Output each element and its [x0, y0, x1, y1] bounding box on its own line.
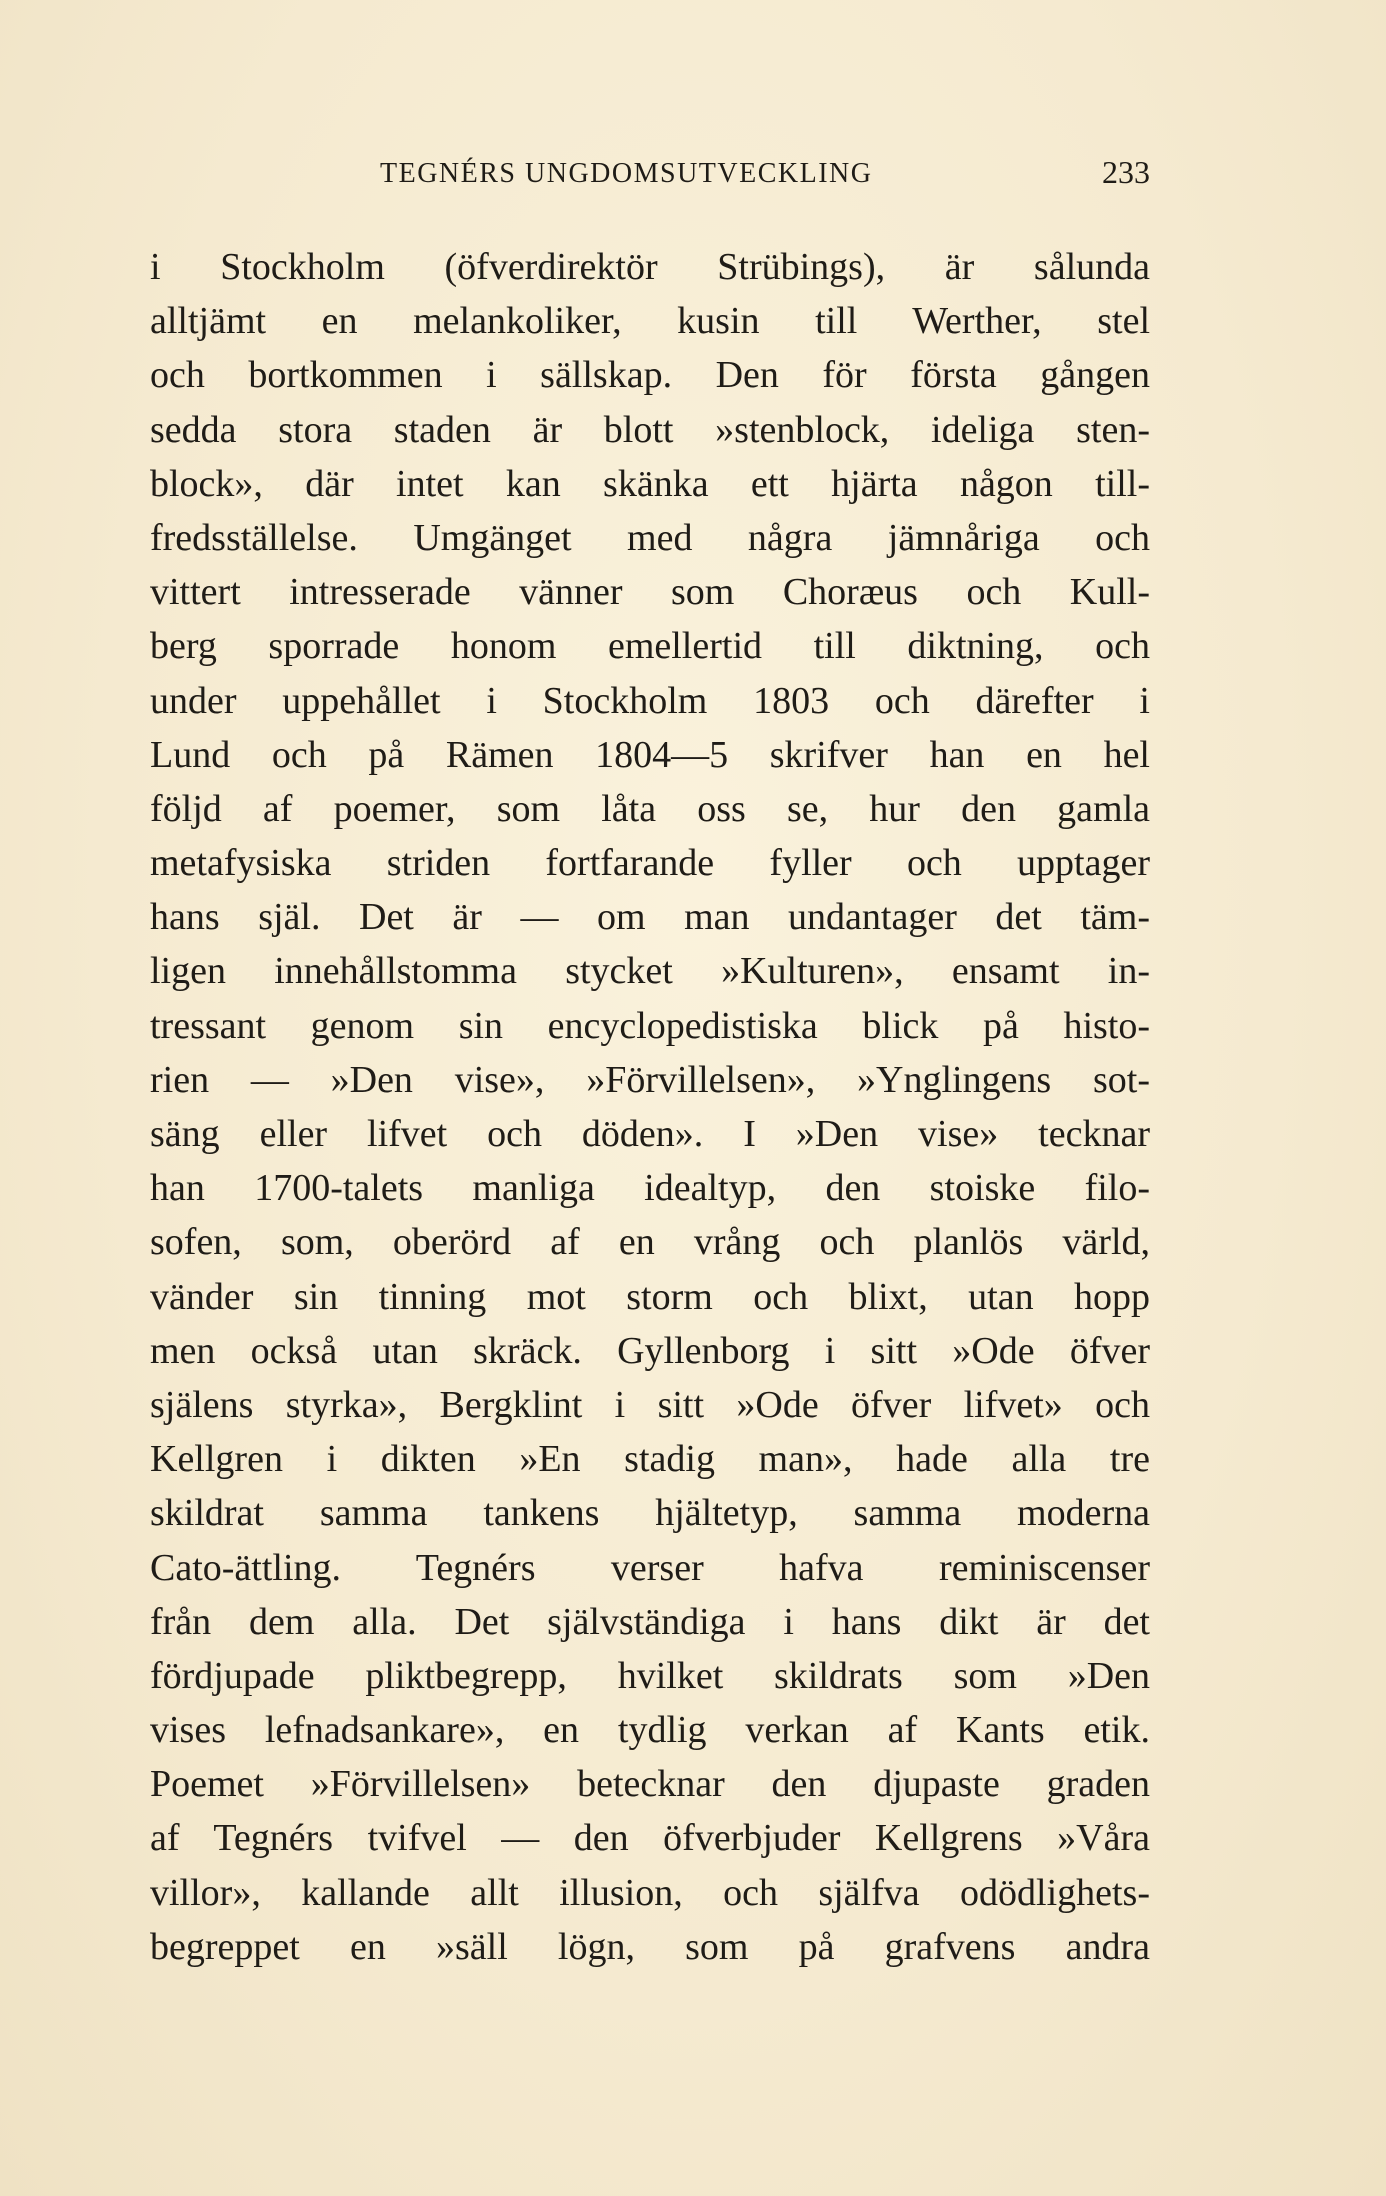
text-line: Kellgren i dikten »En stadig man», hade alla tre — [150, 1438, 1150, 1481]
page-number: 233 — [1102, 154, 1150, 190]
running-title: TEGNÉRS UNGDOMSUTVECKLING — [380, 158, 873, 189]
text-line: säng eller lifvet och döden». I »Den vise» tecknar — [150, 1113, 1150, 1155]
text-line: och bortkommen i sällskap. Den för första gången — [150, 354, 1150, 397]
text-line: vittert intresserade vänner som Choræus och Kull- — [150, 571, 1150, 614]
text-line: fördjupade pliktbegrepp, hvilket skildrats som »Den — [150, 1654, 1150, 1697]
text-line: Lund och på Rämen 1804—5 skrifver han en hel — [150, 733, 1150, 776]
text-line: skildrat samma tankens hjältetyp, samma moderna — [150, 1492, 1150, 1535]
text-line: sofen, som, oberörd af en vrång och planlös värld, — [150, 1221, 1150, 1264]
text-line: följd af poemer, som låta oss se, hur den gamla — [150, 787, 1150, 830]
text-line: vänder sin tinning mot storm och blixt, utan hopp — [150, 1275, 1150, 1318]
text-line: villor», kallande allt illusion, och själfva odödlighets- — [150, 1871, 1150, 1914]
text-line: men också utan skräck. Gyllenborg i sitt »Ode öfver — [150, 1329, 1150, 1372]
text-line: af Tegnérs tvifvel — den öfverbjuder Kellgrens »Våra — [150, 1817, 1150, 1860]
text-line: tressant genom sin encyclopedistiska blick på histo- — [150, 1004, 1150, 1047]
text-line: från dem alla. Det självständiga i hans dikt är det — [150, 1600, 1150, 1643]
text-line: Cato-ättling. Tegnérs verser hafva reminiscenser — [150, 1546, 1150, 1589]
text-line: själens styrka», Bergklint i sitt »Ode öfver lifvet» och — [150, 1383, 1150, 1426]
text-line: metafysiska striden fortfarande fyller och upptager — [150, 842, 1150, 885]
text-line: alltjämt en melankoliker, kusin till Werther, stel — [150, 300, 1150, 343]
text-line: rien — »Den vise», »Förvillelsen», »Ynglingens sot- — [150, 1058, 1150, 1101]
text-line: fredsställelse. Umgänget med några jämnåriga och — [150, 516, 1150, 559]
text-line: vises lefnadsankare», en tydlig verkan af Kants etik. — [150, 1709, 1150, 1752]
text-line: block», där intet kan skänka ett hjärta någon till- — [150, 462, 1150, 505]
text-line: under uppehållet i Stockholm 1803 och därefter i — [150, 679, 1150, 722]
page-header — [150, 150, 1150, 200]
text-line: i Stockholm (öfverdirektör Strübings), är sålunda — [150, 246, 1150, 288]
text-line: ligen innehållstomma stycket »Kulturen», ensamt in- — [150, 950, 1150, 993]
text-line: hans själ. Det är — om man undantager det täm- — [150, 896, 1150, 939]
body-text — [150, 240, 1150, 1974]
text-line: begreppet en »säll lögn, som på grafvens andra — [150, 1925, 1150, 1968]
text-line: berg sporrade honom emellertid till diktning, och — [150, 625, 1150, 668]
text-line: han 1700-talets manliga idealtyp, den stoiske filo- — [150, 1167, 1150, 1210]
text-line: Poemet »Förvillelsen» betecknar den djupaste graden — [150, 1763, 1150, 1806]
text-line: sedda stora staden är blott »stenblock, ideliga sten- — [150, 408, 1150, 451]
